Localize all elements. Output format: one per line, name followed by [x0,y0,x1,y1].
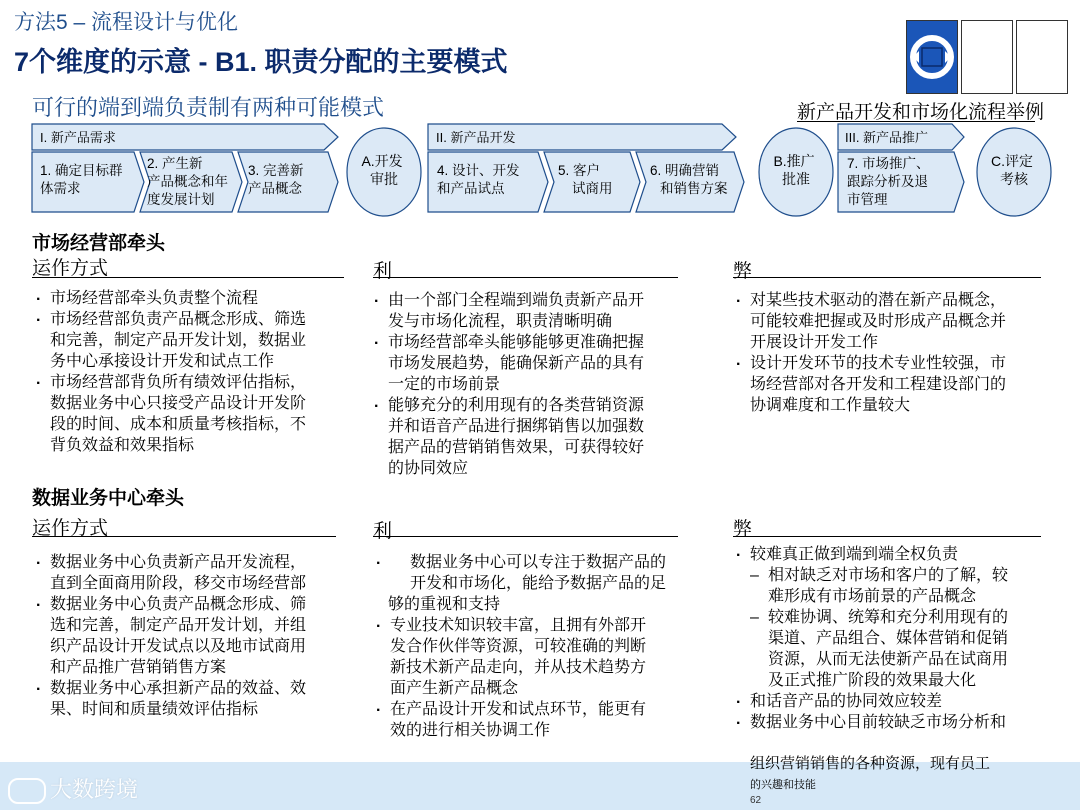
milestone-b [759,128,833,216]
divider [373,277,678,278]
stage-1-label: I. 新产品需求 [40,130,116,145]
section-2-pros-head: 利 [373,521,393,542]
header-subtitle: 方法5 – 流程设计与优化 [14,11,239,34]
stage-2-label: II. 新产品开发 [436,130,516,145]
cycle-icon [909,29,955,85]
page-title: 7个维度的示意 - B1. 职责分配的主要模式 [14,47,508,77]
section-1-operation-head: 运作方式 [32,258,109,279]
list-item: . 数据业务中心可以专注于数据产品的 开发和市场化，能给予数据产品的足 够的重视和支持 [372,552,692,615]
section-2-cons-list [732,544,1062,733]
list-item: . 市场经营部负责产品概念形成、筛选 和完善，制定产品开发计划，数据业 务中心承接设计开发和试点工作 [32,309,352,372]
cons-continuation-line-1: 组织营销销售的各种资源，现有员工 [750,754,991,772]
list-item: . 数据业务中心承担新产品的效益、效 果、时间和质量绩效评估指标 [32,678,352,720]
list-item: . 数据业务中心目前较缺乏市场分析和 [732,712,1062,733]
list-item: . 和话音产品的协同效应较差 [732,691,1062,712]
milestone-c-label: C.评定 考核 [991,153,1034,187]
section-1-operation-list [32,288,352,456]
watermark: 大数跨境 [8,773,138,804]
divider [733,536,1041,537]
section-1-cons-head: 弊 [733,261,753,282]
list-item: . 市场经营部牵头负责整个流程 [32,288,352,309]
list-item: . 设计开发环节的技术专业性较强，市 场经营部对各开发和工程建设部门的 协调难度和工作量较大 [732,353,1052,416]
logo-box-active [906,20,958,94]
watermark-icon [8,778,46,804]
divider [733,277,1041,278]
step-7-label: 7. 市场推广、 跟踪分析及退 市管理 [847,156,930,207]
milestone-c [977,128,1051,216]
stage-3-label: III. 新产品推广 [845,130,929,145]
list-item: . 在产品设计开发和试点环节，能更有 效的进行相关协调工作 [372,699,692,741]
section-1-pros-list [370,290,690,479]
step-1-label: 1. 确定目标群 体需求 [40,163,123,196]
logo-box [1016,20,1068,94]
step-4-label: 4. 设计、开发 和产品试点 [437,163,520,196]
section-2-operation-head: 运作方式 [32,518,109,539]
list-item: . 能够充分的利用现有的各类营销资源 并和语音产品进行捆绑销售以加强数 据产品的营销销售效果，可获得较好 的协同效应 [370,395,690,479]
list-item: – 较难协调、统筹和充分利用现有的 渠道、产品组合、媒体营销和促销 资源，从而无法使新产品在试商用 及正式推广阶段的效果最大化 [732,607,1062,691]
milestone-a [347,128,421,216]
list-item: . 市场经营部牵头能够能够更准确把握 市场发展趋势，能确保新产品的具有 一定的市场前景 [370,332,690,395]
stage-3 [838,124,964,212]
milestone-a-label: A.开发 审批 [361,153,403,187]
list-item: . 由一个部门全程端到端负责新产品开 发与市场化流程，职责清晰明确 [370,290,690,332]
cons-continuation-line-2: 的兴趣和技能 [750,779,816,791]
stage-1 [32,124,338,212]
section-heading: 可行的端到端负责制有两种可能模式 [32,95,385,120]
section-2-operation-list [32,552,352,720]
page-number: 62 [750,795,762,806]
section-1-pros-head: 利 [373,261,393,282]
divider [32,536,336,537]
section-2-cons-head: 弊 [733,519,753,540]
list-item: . 数据业务中心负责新产品开发流程， 直到全面商用阶段，移交市场经营部 [32,552,352,594]
step-3-label: 3. 完善新 产品概念 [248,163,304,196]
divider [373,536,678,537]
stage-2 [428,124,744,212]
logo-box [961,20,1013,94]
section-1-cons-list [732,290,1052,416]
list-item: – 相对缺乏对市场和客户的了解，较 难形成有市场前景的产品概念 [732,565,1062,607]
list-item: . 数据业务中心负责产品概念形成、筛 选和完善，制定产品开发计划，并组 织产品设计开发试点以及地市试商用 和产品推广营销销售方案 [32,594,352,678]
divider [32,277,344,278]
list-item: . 较难真正做到端到端全权负责 [732,544,1062,565]
list-item: . 市场经营部背负所有绩效评估指标， 数据业务中心只接受产品设计开发阶 段的时间、成本和质量考核指标，不 背负效益和效果指标 [32,372,352,456]
section-1-title: 市场经营部牵头 [32,233,166,254]
section-2-pros-list [372,552,692,741]
example-heading: 新产品开发和市场化流程举例 [797,102,1045,123]
list-item: . 对某些技术驱动的潜在新产品概念， 可能较难把握或及时形成产品概念并 开展设计开发工作 [732,290,1052,353]
step-2-label: 2. 产生新 产品概念和年 度发展计划 [147,156,228,207]
process-flow [0,120,1080,220]
list-item: . 专业技术知识较丰富，且拥有外部开 发合作伙伴等资源，可较准确的判断 新技术新产品走向，并从技术趋势方 面产生新产品概念 [372,615,692,699]
milestone-b-label: B.推广 批准 [773,153,815,187]
step-5-label: 5. 客户 试商用 [558,163,613,196]
step-6-label: 6. 明确营销 和销售方案 [650,163,728,196]
section-2-title: 数据业务中心牵头 [32,488,185,509]
logo [906,20,1066,94]
